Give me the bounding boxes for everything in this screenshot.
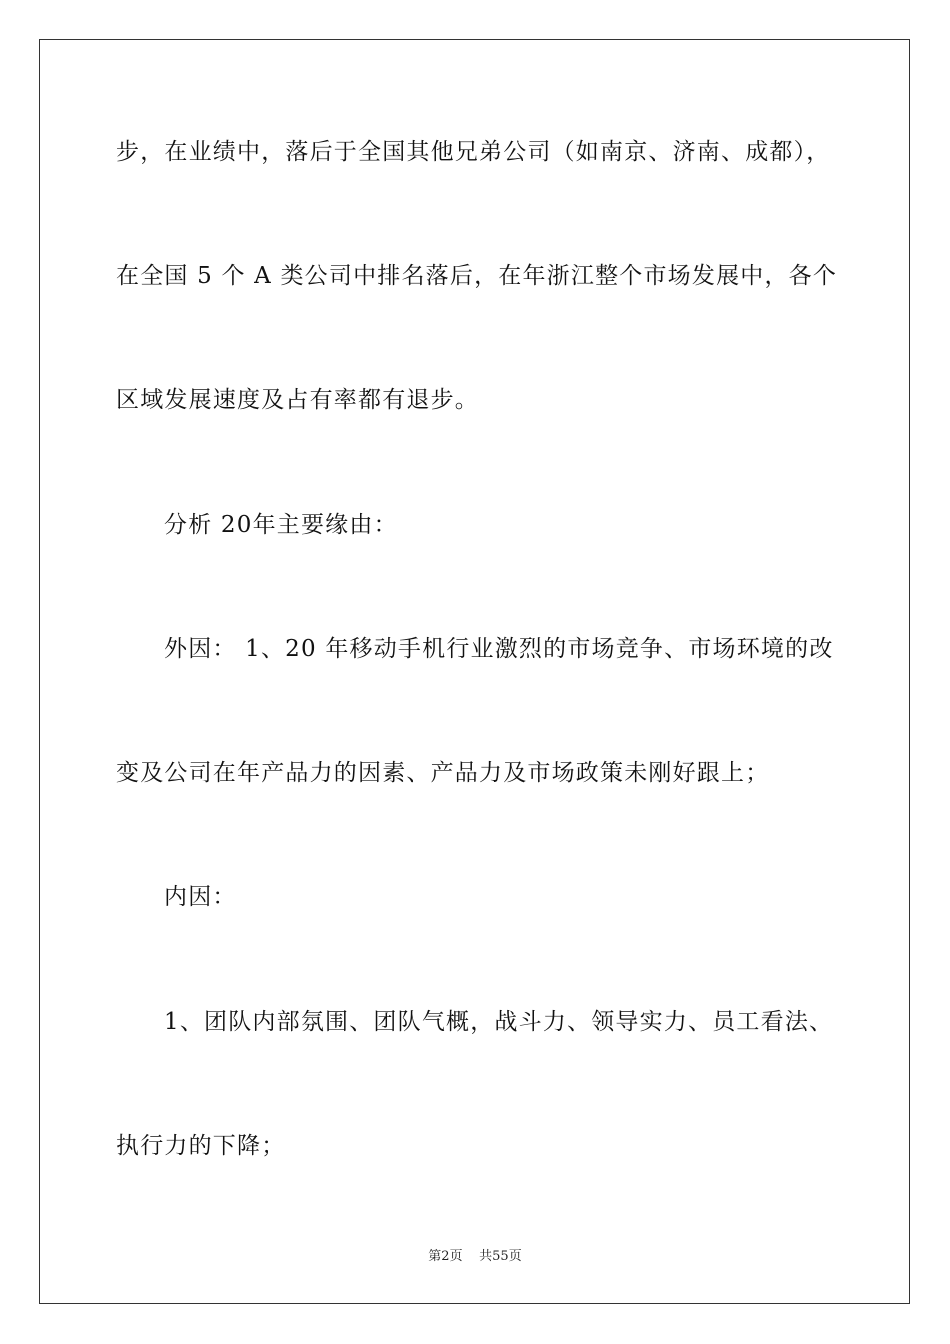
- body-line-4: 分析 20年主要缘由：: [164, 512, 398, 538]
- footer-page-prefix: 第: [428, 1249, 442, 1264]
- body-line-8: 1、团队内部氛围、团队气概，战斗力、领导实力、员工看法、: [164, 1009, 834, 1035]
- footer-total-pages: 55: [492, 1249, 509, 1264]
- body-line-2: 在全国 5 个 A 类公司中排名落后，在年浙江整个市场发展中，各个: [116, 263, 838, 289]
- footer-page-suffix: 页: [449, 1249, 463, 1264]
- page-border: [39, 39, 910, 1304]
- body-line-1: 步，在业绩中，落后于全国其他兄弟公司（如南京、济南、成都），: [116, 139, 831, 165]
- footer-total-suffix: 页: [508, 1249, 522, 1264]
- body-line-6: 变及公司在年产品力的因素、产品力及市场政策未刚好跟上；: [116, 760, 770, 786]
- body-line-5: 外因： 1、20 年移动手机行业激烈的市场竞争、市场环境的改: [164, 636, 834, 662]
- body-line-7: 内因：: [164, 884, 237, 910]
- footer-page-number: 2: [441, 1249, 450, 1264]
- footer-total-prefix: 共: [479, 1249, 493, 1264]
- body-line-3: 区域发展速度及占有率都有退步。: [116, 387, 479, 413]
- page-footer: [0, 1245, 950, 1264]
- body-line-9: 执行力的下降；: [116, 1133, 286, 1159]
